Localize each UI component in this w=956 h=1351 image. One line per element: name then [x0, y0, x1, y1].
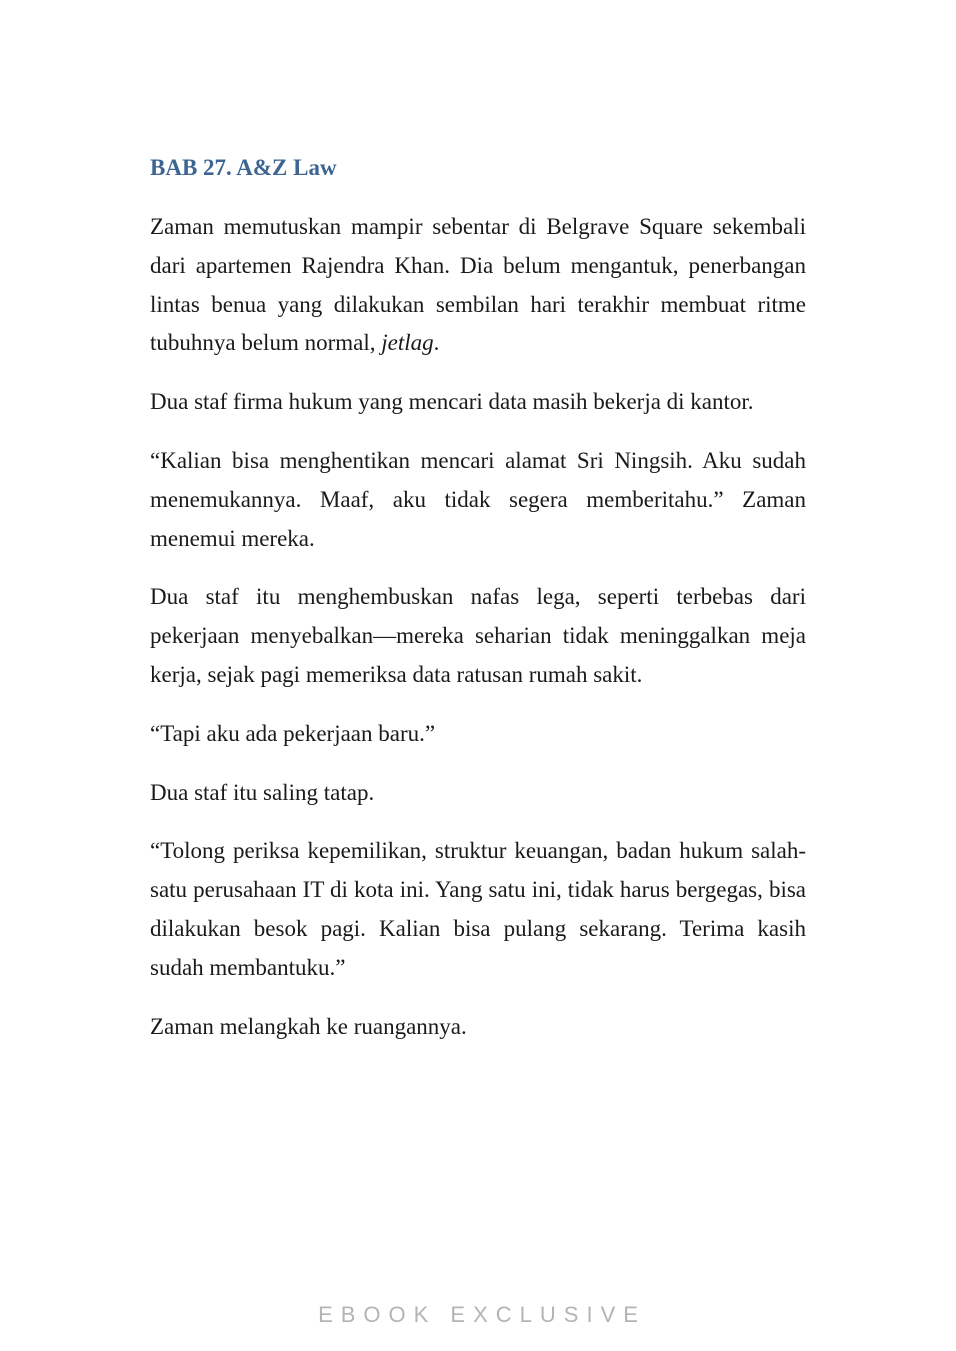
paragraph [150, 832, 806, 987]
page-content [150, 150, 806, 1046]
paragraph [150, 774, 806, 813]
paragraph [150, 1008, 806, 1047]
paragraph [150, 383, 806, 422]
paragraph [150, 208, 806, 363]
paragraph-text-italic: jetlag [381, 330, 434, 356]
paragraph-text: . [433, 330, 440, 356]
paragraph-text: Dua staf firma hukum yang mencari data masih bekerja di kantor. [150, 389, 754, 415]
paragraph-text: “Tapi aku ada pekerjaan baru.” [150, 720, 436, 746]
paragraph-text: Dua staf itu menghembuskan nafas lega, seperti terbebas dari pekerjaan menyebalkan—mereka seharian tidak meninggalkan meja kerja, sejak pagi memeriksa data ratusan rumah sakit. [150, 584, 806, 687]
paragraph-text: “Kalian bisa menghentikan mencari alamat Sri Ningsih. Aku sudah menemukannya. Maaf, aku tidak segera memberitahu.” Zaman menemui mereka. [150, 447, 806, 551]
paragraph [150, 715, 806, 754]
paragraph-text: Zaman melangkah ke ruangannya. [150, 1013, 467, 1039]
paragraph-text: Zaman memutuskan mampir sebentar di Belgrave Square sekembali dari apartemen Rajendra Khan. Dia belum mengantuk, penerbangan lintas benua yang dilakukan sembilan hari terakhir membuat ritme tubuhnya belum normal, [150, 214, 806, 356]
paragraph-text: Dua staf itu saling tatap. [150, 779, 375, 805]
paragraph [150, 442, 806, 558]
paragraph [150, 578, 806, 694]
chapter-title: BAB 27. A&Z Law [150, 155, 337, 180]
footer-watermark: EBOOK EXCLUSIVE [318, 1302, 646, 1327]
paragraph-text: “Tolong periksa kepemilikan, struktur keuangan, badan hukum salah-satu perusahaan IT di kota ini. Yang satu ini, tidak harus bergegas, bisa dilakukan besok pagi. Kalian bisa pulang sekarang. Terima kasih sudah membantuku.” [150, 838, 806, 980]
